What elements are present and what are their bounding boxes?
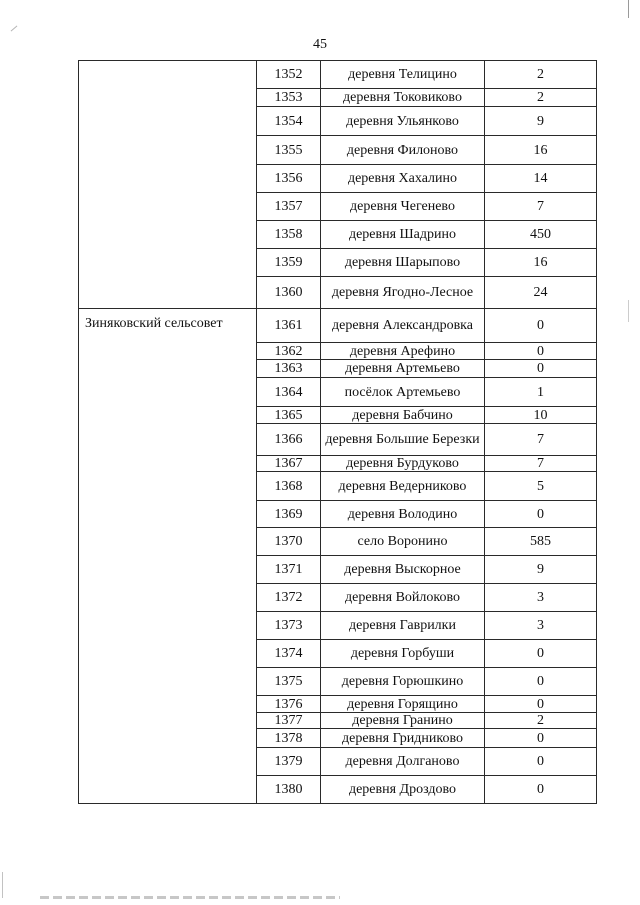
settlement-number-cell: 1371	[257, 556, 321, 584]
scan-artifact	[40, 896, 340, 899]
population-cell: 0	[485, 668, 597, 696]
settlement-number-cell: 1359	[257, 249, 321, 277]
scan-artifact	[628, 0, 629, 18]
population-cell: 3	[485, 584, 597, 612]
settlement-number-cell: 1369	[257, 501, 321, 528]
scan-artifact	[628, 300, 629, 322]
settlement-number-cell: 1358	[257, 221, 321, 249]
population-cell: 585	[485, 528, 597, 556]
population-cell: 9	[485, 556, 597, 584]
settlement-number-cell: 1367	[257, 456, 321, 472]
population-cell: 2	[485, 89, 597, 107]
population-cell: 0	[485, 501, 597, 528]
settlement-name-cell: деревня Чегенево	[321, 193, 485, 221]
population-cell: 0	[485, 360, 597, 378]
settlement-number-cell: 1352	[257, 61, 321, 89]
population-cell: 450	[485, 221, 597, 249]
settlement-number-cell: 1360	[257, 277, 321, 309]
population-cell: 5	[485, 472, 597, 501]
scan-artifact	[11, 26, 18, 32]
settlement-number-cell: 1361	[257, 309, 321, 343]
municipality-cell	[79, 61, 257, 309]
settlement-number-cell: 1357	[257, 193, 321, 221]
settlement-name-cell: деревня Шадрино	[321, 221, 485, 249]
settlement-name-cell: деревня Александровка	[321, 309, 485, 343]
population-cell: 2	[485, 713, 597, 729]
settlement-name-cell: деревня Гаврилки	[321, 612, 485, 640]
municipality-cell: Зиняковский сельсовет	[79, 309, 257, 804]
settlement-name-cell: деревня Выскорное	[321, 556, 485, 584]
settlement-name-cell: деревня Дроздово	[321, 776, 485, 804]
scan-artifact	[2, 872, 3, 898]
settlement-name-cell: деревня Филоново	[321, 136, 485, 165]
settlement-name-cell: деревня Горящино	[321, 696, 485, 713]
settlement-number-cell: 1353	[257, 89, 321, 107]
population-cell: 3	[485, 612, 597, 640]
settlement-number-cell: 1365	[257, 407, 321, 424]
population-cell: 9	[485, 107, 597, 136]
population-cell: 10	[485, 407, 597, 424]
settlement-number-cell: 1362	[257, 343, 321, 360]
population-cell: 24	[485, 277, 597, 309]
settlement-number-cell: 1373	[257, 612, 321, 640]
settlement-name-cell: деревня Хахалино	[321, 165, 485, 193]
settlement-number-cell: 1354	[257, 107, 321, 136]
settlement-name-cell: село Воронино	[321, 528, 485, 556]
population-cell: 16	[485, 249, 597, 277]
population-cell: 2	[485, 61, 597, 89]
settlement-number-cell: 1379	[257, 748, 321, 776]
population-cell: 16	[485, 136, 597, 165]
settlement-number-cell: 1356	[257, 165, 321, 193]
settlement-name-cell: деревня Бурдуково	[321, 456, 485, 472]
settlement-name-cell: деревня Горбуши	[321, 640, 485, 668]
settlement-name-cell: деревня Ульянково	[321, 107, 485, 136]
settlements-table	[78, 60, 597, 804]
settlement-name-cell: деревня Арефино	[321, 343, 485, 360]
population-cell: 0	[485, 343, 597, 360]
population-cell: 0	[485, 640, 597, 668]
settlement-name-cell: деревня Володино	[321, 501, 485, 528]
settlement-number-cell: 1375	[257, 668, 321, 696]
settlement-number-cell: 1364	[257, 378, 321, 407]
settlements-table-body	[79, 61, 597, 804]
table-row	[79, 61, 597, 89]
settlement-number-cell: 1368	[257, 472, 321, 501]
population-cell: 14	[485, 165, 597, 193]
settlement-name-cell: деревня Телицино	[321, 61, 485, 89]
population-cell: 7	[485, 193, 597, 221]
settlement-number-cell: 1370	[257, 528, 321, 556]
settlement-number-cell: 1355	[257, 136, 321, 165]
settlement-name-cell: деревня Шарыпово	[321, 249, 485, 277]
settlement-number-cell: 1363	[257, 360, 321, 378]
settlement-name-cell: деревня Большие Березки	[321, 424, 485, 456]
population-cell: 1	[485, 378, 597, 407]
population-cell: 7	[485, 456, 597, 472]
population-cell: 0	[485, 729, 597, 748]
settlement-name-cell: деревня Гранино	[321, 713, 485, 729]
settlement-name-cell: деревня Долганово	[321, 748, 485, 776]
table-row	[79, 309, 597, 343]
population-cell: 0	[485, 696, 597, 713]
settlement-number-cell: 1372	[257, 584, 321, 612]
settlement-name-cell: деревня Бабчино	[321, 407, 485, 424]
settlement-number-cell: 1374	[257, 640, 321, 668]
population-cell: 0	[485, 776, 597, 804]
population-cell: 7	[485, 424, 597, 456]
population-cell: 0	[485, 748, 597, 776]
settlement-number-cell: 1380	[257, 776, 321, 804]
settlement-name-cell: деревня Горюшкино	[321, 668, 485, 696]
population-cell: 0	[485, 309, 597, 343]
settlement-number-cell: 1366	[257, 424, 321, 456]
settlement-number-cell: 1377	[257, 713, 321, 729]
settlement-name-cell: деревня Гридниково	[321, 729, 485, 748]
settlement-name-cell: посёлок Артемьево	[321, 378, 485, 407]
settlement-name-cell: деревня Ведерниково	[321, 472, 485, 501]
settlement-number-cell: 1376	[257, 696, 321, 713]
page-number: 45	[313, 37, 327, 52]
settlement-name-cell: деревня Артемьево	[321, 360, 485, 378]
settlement-name-cell: деревня Ягодно-Лесное	[321, 277, 485, 309]
settlement-name-cell: деревня Токовиково	[321, 89, 485, 107]
settlement-name-cell: деревня Войлоково	[321, 584, 485, 612]
settlement-number-cell: 1378	[257, 729, 321, 748]
